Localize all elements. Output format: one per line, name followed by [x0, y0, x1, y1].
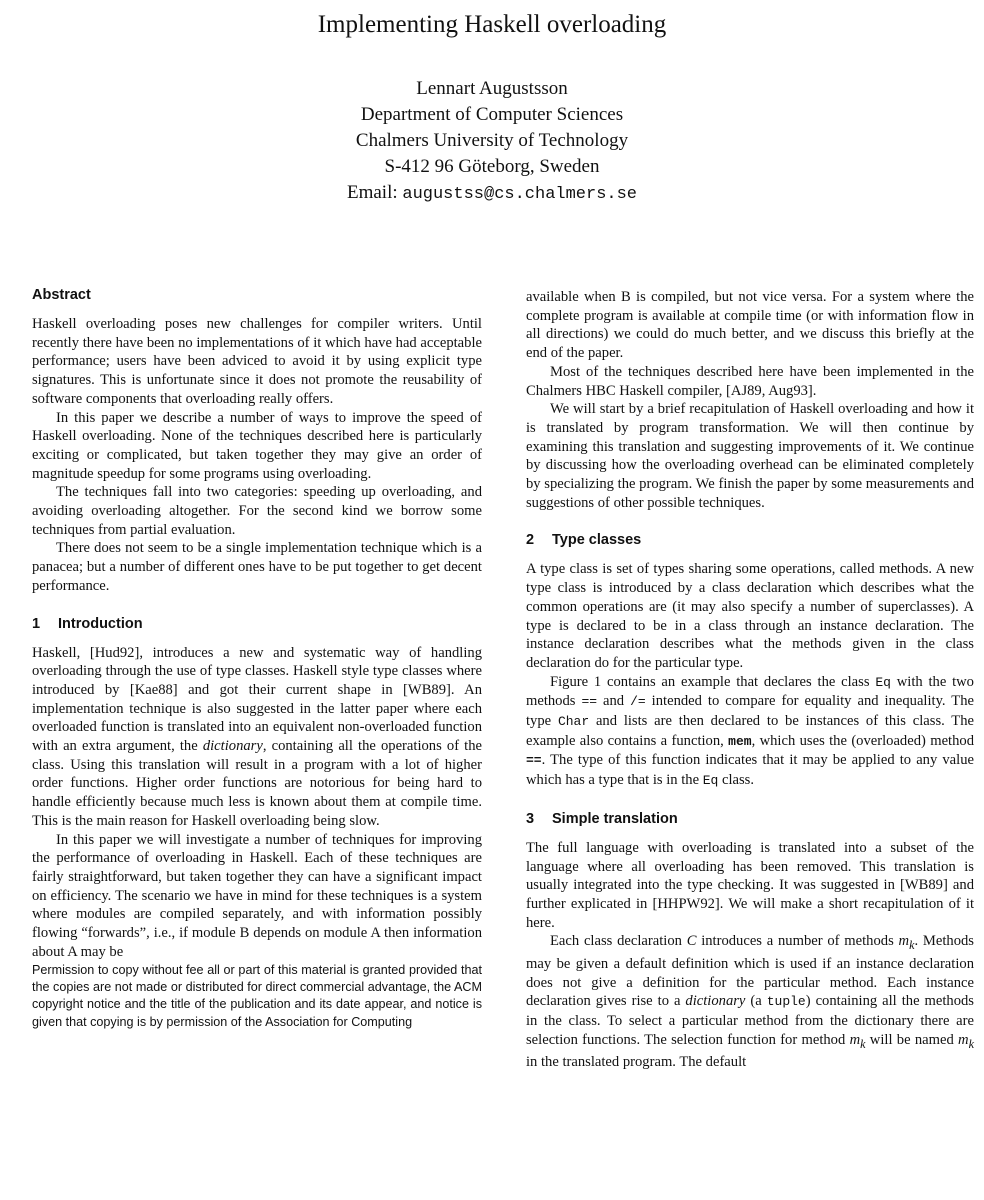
text-run: , which uses the (overloaded) method	[751, 732, 975, 749]
email-address: augustss@cs.chalmers.se	[402, 185, 638, 204]
simple-translation-paragraph	[526, 932, 974, 1072]
text-run: ) containing all the methods in the class. To select a particular method from the dictionary there are selection functions. The selection function for method	[526, 993, 974, 1048]
author-department: Department of Computer Sciences	[360, 104, 624, 125]
section-title: Introduction	[58, 615, 143, 632]
math-run: m	[958, 1031, 969, 1048]
emphasis-run: dictionary	[685, 993, 746, 1010]
text-run: intended to compare for equality and inequality. The type	[526, 693, 974, 730]
math-run: m	[849, 1031, 861, 1048]
math-subscript: k	[860, 1036, 866, 1051]
abstract-paragraph: There does not seem to be a single implementation technique which is a panacea; but a number of different ones have to be put together to get decent performance.	[32, 540, 482, 594]
email-label: Email:	[346, 182, 398, 203]
intro-continued-paragraph: Most of the techniques described here have been implemented in the Chalmers HBC Haskell compiler, [AJ89, Aug93].	[526, 363, 974, 399]
text-run: introduces a number of methods	[696, 933, 899, 950]
author-block	[0, 76, 984, 208]
simple-translation-paragraph: The full language with overloading is translated into a subset of the language where all overloading has been removed. This translation is usually integrated into the type checking. It was suggested in [WB89] and further explicated in [HHPW92]. We will make a short recapitulation of it here.	[526, 839, 974, 931]
math-subscript: k	[909, 938, 915, 953]
text-run: in the translated program. The default	[526, 1054, 747, 1071]
intro-text: , containing all the operations of the class. Using this translation will result in a program with a lot of higher order functions. Higher order functions are notorious for being hard to handle efficiently because much less is known about them at compile time. This is the main reason for Haskell overloading being slow.	[32, 738, 483, 829]
type-classes-paragraph: A type class is set of types sharing some operations, called methods. A new type class is introduced by a class declaration which describes what the common operations are (it may also specify a number of superclasses). A type is declared to be in a class through an instance declaration. The instance declaration describes what the methods given in the class declaration do for the particular type.	[526, 561, 974, 671]
text-run: will be named	[865, 1031, 959, 1048]
math-run: m	[898, 933, 910, 950]
math-subscript: k	[968, 1036, 974, 1051]
type-classes-paragraph	[526, 673, 974, 791]
intro-continued-paragraph: We will start by a brief recapitulation of Haskell overloading and how it is translated by program transformation. We will then continue by examining this translation and suggesting improvements of it. We continue by discussing how the overloading overhead can be eliminated completely by specializing the program. We finish the paper by some measurements and suggestions of other possible techniques.	[526, 401, 974, 511]
section-heading-type-classes	[526, 530, 974, 550]
section-number: 1	[32, 615, 41, 632]
author-email-line	[0, 180, 984, 208]
author-address: S-412 96 Göteborg, Sweden	[384, 156, 600, 177]
left-column	[32, 285, 482, 1031]
text-run: with the two methods	[526, 673, 974, 710]
section-heading-introduction	[32, 614, 482, 634]
math-run: C	[686, 933, 697, 950]
section-title: Simple translation	[552, 810, 678, 827]
section-number: 2	[526, 532, 535, 549]
code-run: ==	[581, 694, 598, 710]
intro-paragraph	[32, 644, 482, 831]
code-run: mem	[728, 733, 752, 749]
text-run: Figure 1 contains an example that declares the class	[550, 673, 876, 690]
code-run: Eq	[875, 674, 891, 690]
paper-header	[0, 0, 984, 208]
section-number: 3	[526, 810, 535, 827]
code-run: tuple	[766, 994, 806, 1010]
intro-continued-paragraph: available when B is compiled, but not vice versa. For a system where the complete program is available at compile time (or with information flow in all directions) we could do much better, and we discuss this briefly at the end of the paper.	[526, 289, 974, 362]
author-university: Chalmers University of Technology	[355, 130, 629, 151]
code-run: /=	[630, 694, 646, 710]
author-name: Lennart Augustsson	[416, 78, 568, 99]
abstract-paragraph: The techniques fall into two categories: speeding up overloading, and avoiding overloading altogether. For the second kind we borrow some techniques from partial evaluation.	[32, 484, 482, 538]
text-run: Each class declaration	[550, 933, 687, 950]
right-column	[526, 288, 974, 1072]
intro-emphasis: dictionary	[202, 738, 263, 755]
permission-notice: Permission to copy without fee all or part of this material is granted provided that the copies are not made or distributed for direct commercial advantage, the ACM copyright notice and the title of the publication and its date appear, and notice is given that copying is by permission of the Association for Computing	[32, 962, 482, 1029]
text-run: (a	[745, 993, 767, 1010]
abstract-paragraph: Haskell overloading poses new challenges for compiler writers. Until recently there have been no implementations of it which have had acceptable performance; users have been adviced to avoid it by using explicit type signatures. This is unfortunate since it does not promote the reusability of software components that overloading really offers.	[32, 316, 482, 407]
abstract-paragraph: In this paper we describe a number of ways to improve the speed of Haskell overloading. None of the techniques described here is particularly exciting or complicated, but taken together they may give an order of magnitude speedup for some programs using overloading.	[32, 409, 482, 482]
section-heading-simple-translation	[526, 809, 974, 829]
paper-title: Implementing Haskell overloading	[317, 11, 667, 38]
text-run: . Methods may be given a default definition which is used if an instance declaration does not give a definition for the particular method. Each instance declaration gives rise to a	[526, 933, 974, 1010]
section-title: Type classes	[552, 532, 642, 549]
code-run: Eq	[702, 773, 719, 789]
intro-text: Haskell, [Hud92], introduces a new and systematic way of handling overloading through the use of type classes. Haskell style type classes where introduced by [Kae88] and got their current shape in [WB89]. An implementation technique is also suggested in the latter paper where each overloaded function is translated into an equivalent non-overloaded function with an extra argument, the	[32, 644, 482, 755]
code-run: Char	[557, 714, 590, 730]
text-run: . The type of this function indicates that it may be applied to any value which has a type that is in the	[526, 752, 974, 789]
abstract-heading: Abstract	[32, 287, 91, 303]
text-run: and lists are then declared to be instances of this class. The example also contains a function,	[526, 713, 974, 749]
text-run: and	[597, 693, 631, 710]
code-run: ==	[526, 753, 542, 769]
text-run: class.	[718, 772, 754, 789]
intro-paragraph: In this paper we will investigate a number of techniques for improving the performance of overloading in Haskell. Each of these techniques are fairly straightforward, but taken together they can have a significant impact on efficiency. The scenario we have in mind for these techniques is a system where modules are compiled separately, and with information possibly flowing “forwards”, i.e., if module B depends on module A then information about A may be	[32, 831, 482, 960]
